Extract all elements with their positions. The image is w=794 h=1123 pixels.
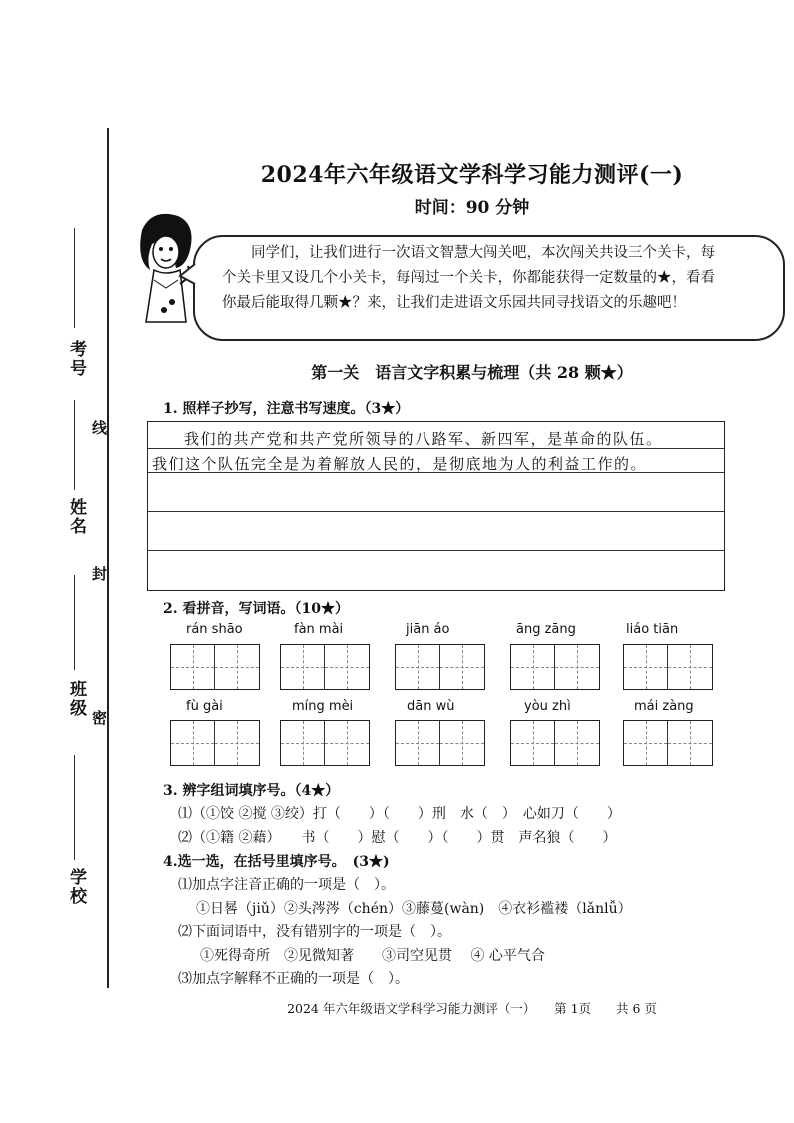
- question-4-title: 4.选一选，在括号里填序号。 (3★): [163, 854, 390, 870]
- question-4-sub-3: ⑶加点字解释不正确的一项是（ ）。: [178, 971, 409, 987]
- name-label: 姓名: [66, 498, 86, 536]
- tianzi-grid[interactable]: [623, 720, 713, 766]
- pinyin-label: rán shāo: [186, 622, 243, 637]
- exam-time: 时间：90 分钟: [414, 198, 530, 218]
- page-footer: 2024 年六年级语文学科学习能力测评（一） 第 1页 共 6 页: [287, 1001, 657, 1016]
- class-label: 班级: [66, 680, 86, 718]
- secret-mark: 密: [90, 710, 108, 725]
- tianzi-grid[interactable]: [510, 720, 600, 766]
- seal-mark: 封: [90, 566, 108, 581]
- pinyin-label: āng zāng: [516, 622, 576, 637]
- pinyin-label: fàn mài: [294, 622, 344, 637]
- pinyin-label: fù gài: [186, 699, 223, 714]
- tianzi-grid[interactable]: [623, 644, 713, 690]
- question-4-sub-1: ⑴加点字注音正确的一项是（ ）。: [178, 877, 395, 893]
- copy-row-line: [148, 511, 724, 512]
- pinyin-label: jiān áo: [406, 622, 450, 637]
- question-3-title: 3. 辨字组词填序号。（4★）: [163, 783, 340, 799]
- tianzi-grid[interactable]: [510, 644, 600, 690]
- class-field[interactable]: [74, 575, 75, 670]
- pinyin-label: dān wù: [407, 699, 455, 714]
- tianzi-grid[interactable]: [170, 720, 260, 766]
- pinyin-label: míng mèi: [292, 699, 354, 714]
- tianzi-grid[interactable]: [395, 644, 485, 690]
- binding-line: [107, 128, 109, 988]
- pinyin-label: liáo tiān: [626, 622, 679, 637]
- pinyin-label: mái zàng: [634, 699, 694, 714]
- intro-text: 同学们，让我们进行一次语文智慧大闯关吧，本次闯关共设三个关卡，每个关卡里又设几个小关卡，每闯过一个关卡，你都能获得一定数量的★，看看你最后能取得几颗★？来，让我们走进语文乐园共同寻找语文的乐趣吧！: [222, 245, 715, 311]
- question-3-line-2: ⑵（①籍 ②藉） 书（ ）慰（ ）（ ）贯 声名狼（ ）: [178, 830, 617, 846]
- pinyin-label: yòu zhì: [524, 699, 571, 714]
- section-title: 第一关 语言文字积累与梳理（共 28 颗★）: [311, 363, 633, 382]
- copy-row-line: [148, 550, 724, 551]
- question-3-line-1: ⑴（①饺 ②搅 ③绞）打（ ）（ ）刑 水（ ） 心如刀（ ）: [178, 806, 621, 822]
- tianzi-grid[interactable]: [280, 644, 370, 690]
- seal-line-mark: 线: [90, 420, 108, 435]
- school-label: 学校: [66, 868, 86, 906]
- question-4-sub-2: ⑵下面词语中，没有错别字的一项是（ ）。: [178, 924, 451, 940]
- school-field[interactable]: [74, 755, 75, 860]
- exam-no-label: 考号: [66, 340, 86, 378]
- copy-sample-line-1: 我们的共产党和共产党所领导的八路军、新四军，是革命的队伍。: [184, 430, 663, 448]
- tianzi-grid[interactable]: [170, 644, 260, 690]
- question-1-title: 1. 照样子抄写，注意书写速度。（3★）: [163, 401, 410, 417]
- question-2-title: 2. 看拼音，写词语。（10★）: [163, 601, 349, 617]
- question-4-sub-2-options: ①死得奇所 ②见微知著 ③司空见贯 ④ 心平气合: [200, 948, 545, 964]
- exam-no-field[interactable]: [74, 228, 75, 328]
- page-title: 2024年六年级语文学科学习能力测评(一): [260, 162, 684, 188]
- question-4-sub-1-options: ①日晷（jiǔ）②头涔涔（chén）③藤蔓(wàn) ④衣衫褴褛（lǎnlǚ）: [196, 901, 632, 917]
- bubble-tail: [178, 262, 198, 288]
- copy-sample-line-2: 我们这个队伍完全是为着解放人民的，是彻底地为人的利益工作的。: [152, 455, 648, 473]
- tianzi-grid[interactable]: [395, 720, 485, 766]
- tianzi-grid[interactable]: [280, 720, 370, 766]
- name-field[interactable]: [74, 400, 75, 490]
